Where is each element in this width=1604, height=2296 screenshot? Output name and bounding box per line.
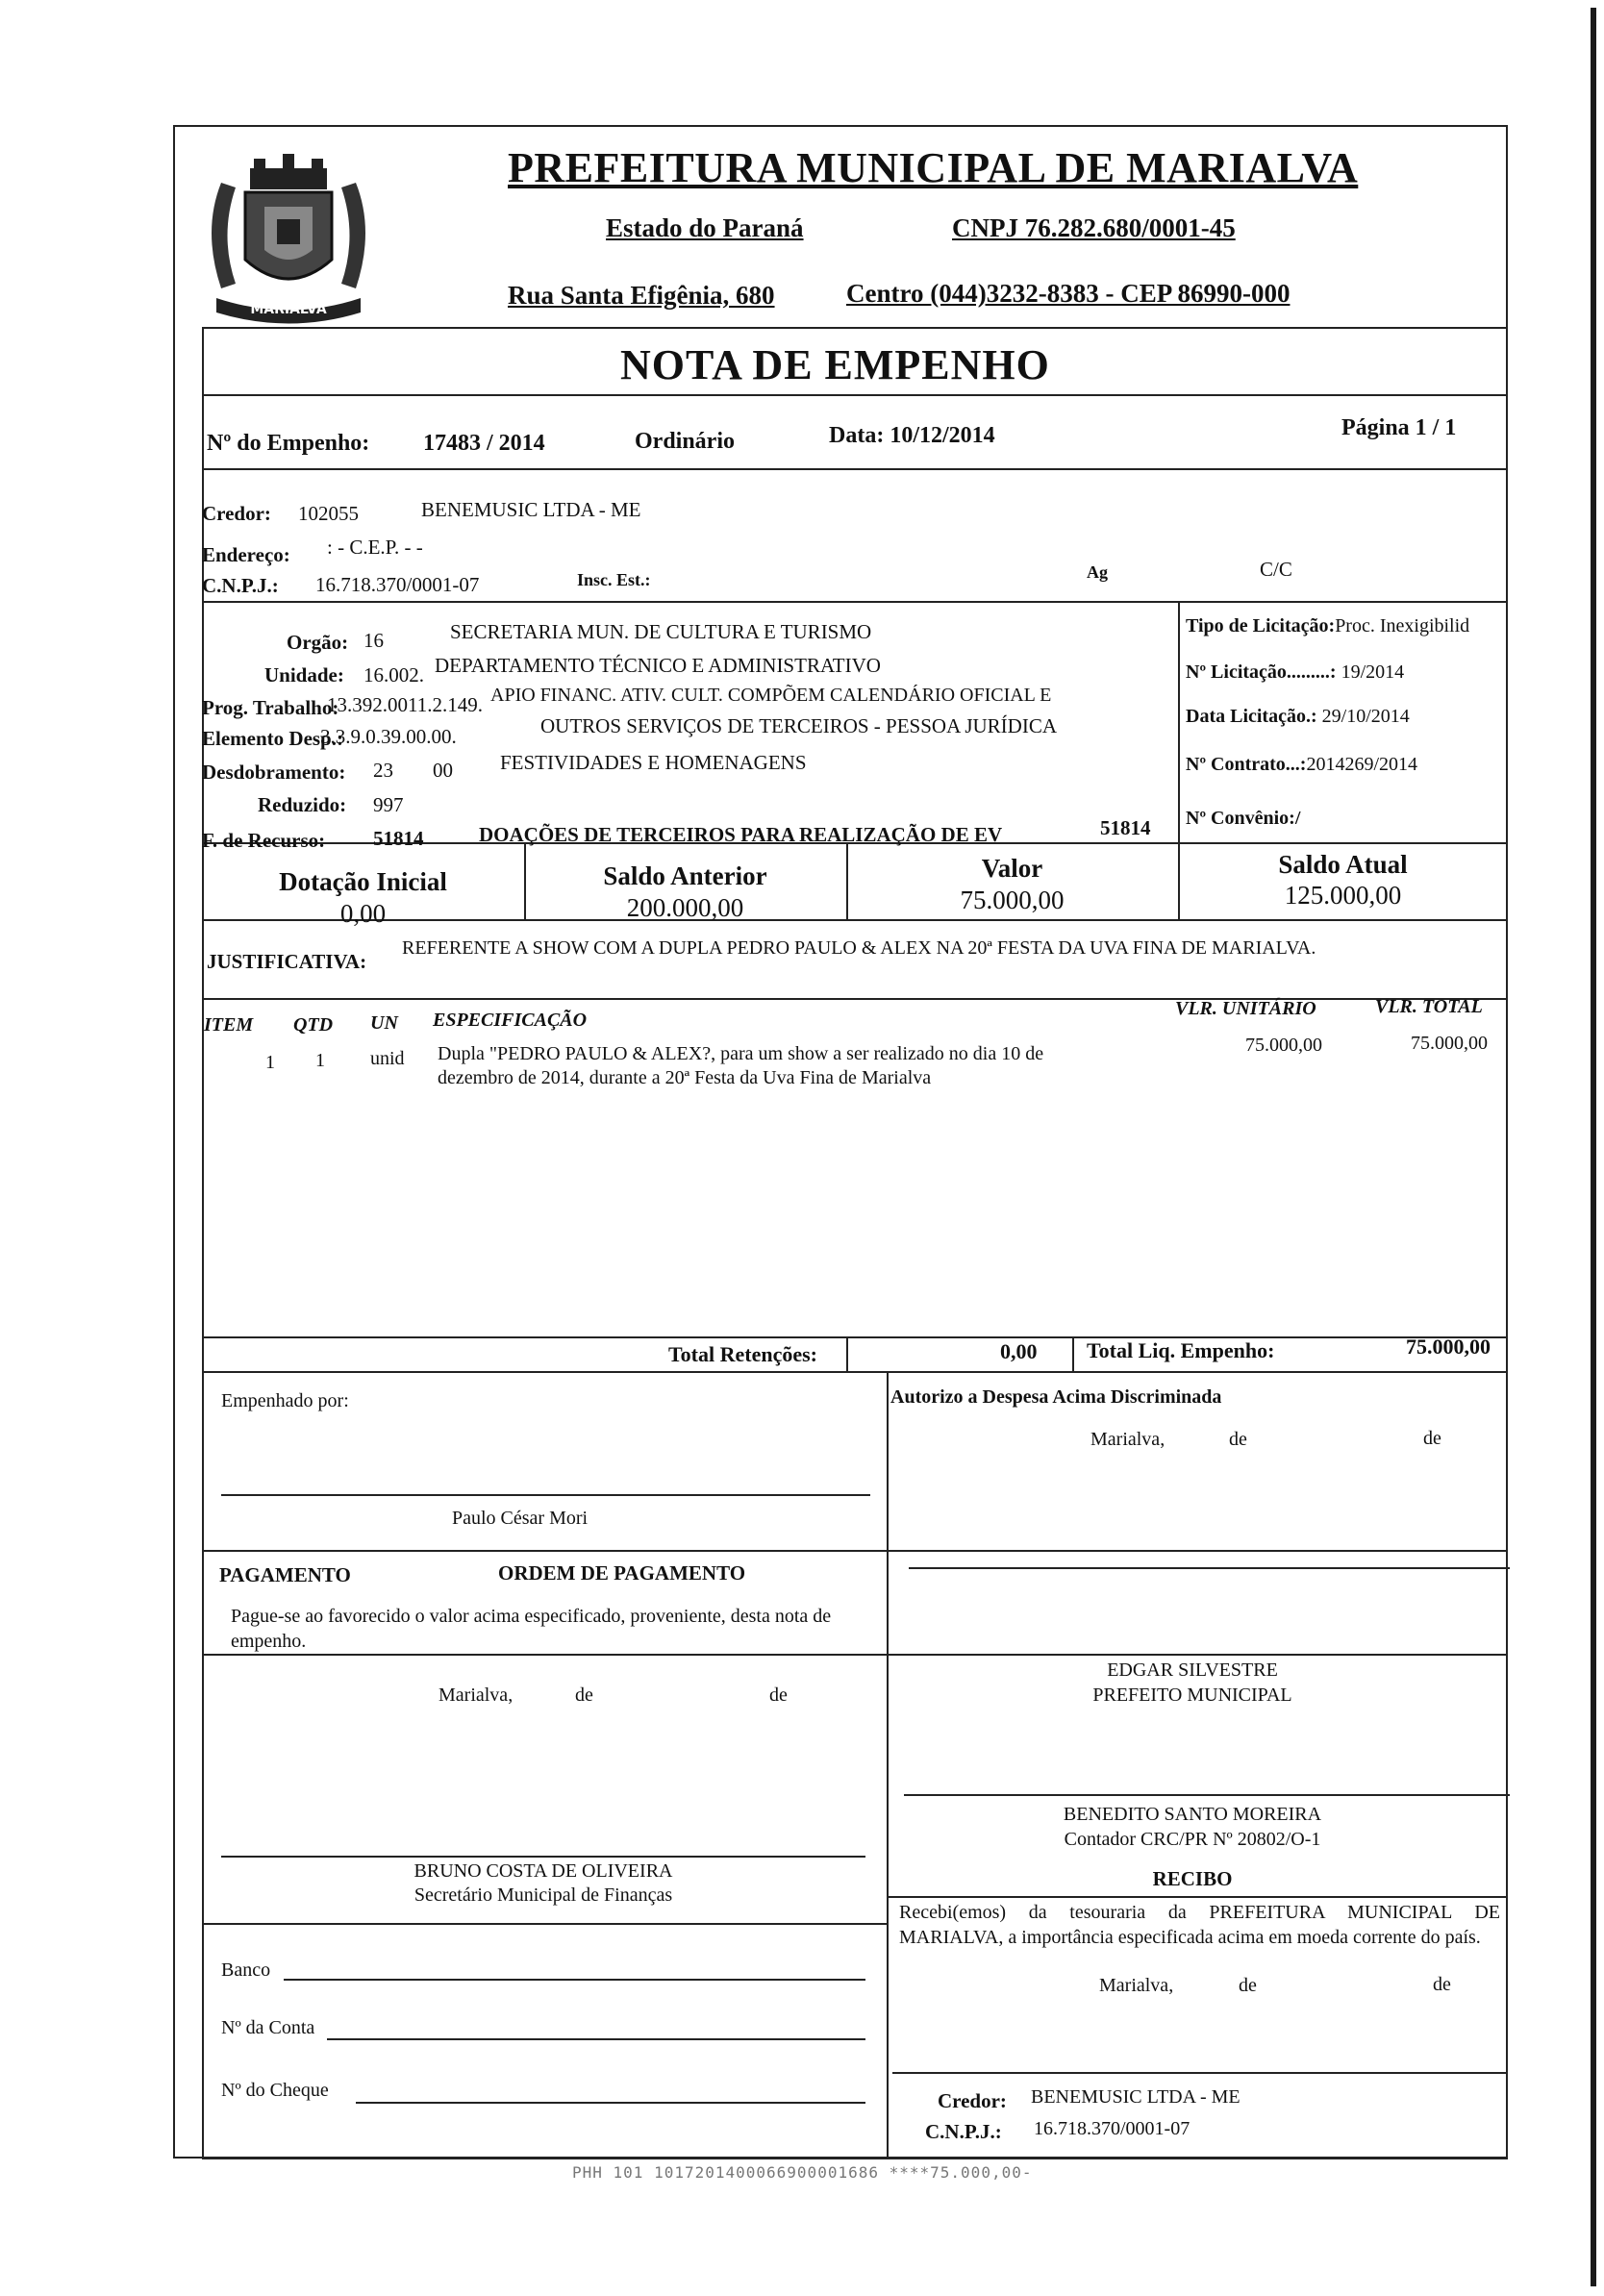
institution-title: PREFEITURA MUNICIPAL DE MARIALVA xyxy=(508,144,1359,191)
recibo-de1: de xyxy=(1239,1975,1257,1996)
pague-text: Pague-se ao favorecido o valor acima especificado, proveniente, desta nota de empenho. xyxy=(231,1606,832,1652)
desdobramento-sub: 00 xyxy=(433,759,453,782)
document-title: NOTA DE EMPENHO xyxy=(620,341,1050,388)
col-qtd: QTD xyxy=(293,1014,334,1036)
elemento-code: 3.3.9.0.39.00.00. xyxy=(320,725,457,748)
recurso-label: F. de Recurso: xyxy=(202,829,326,852)
justificativa-text: REFERENTE A SHOW COM A DUPLA PEDRO PAULO & ALEX NA 20ª FESTA DA UVA FINA DE MARIALVA. xyxy=(402,937,1316,959)
desdobramento-label: Desdobramento: xyxy=(202,761,346,784)
footer-cnpj-value: 16.718.370/0001-07 xyxy=(1034,2118,1190,2139)
ordem-pagamento-label: ORDEM DE PAGAMENTO xyxy=(498,1561,746,1585)
saldo-anterior-value: 200.000,00 xyxy=(626,893,744,922)
empenho-type: Ordinário xyxy=(635,429,736,454)
col-un: UN xyxy=(370,1012,398,1034)
prog-name: APIO FINANC. ATIV. CULT. COMPÕEM CALENDÁRIO OFICIAL E xyxy=(490,685,1052,706)
licitacao-tipo: Tipo de Licitação:Proc. Inexigibilid xyxy=(1186,615,1470,636)
empenho-date: Data: 10/12/2014 xyxy=(829,423,995,448)
empenho-number-label: Nº do Empenho: xyxy=(207,431,370,456)
prog-code: 13.392.0011.2.149. xyxy=(327,693,483,716)
valor-label: Valor xyxy=(981,854,1043,883)
footer-code: PHH 101 1017201400066900001686 ****75.000,00- xyxy=(572,2163,1033,2182)
autorizo-label: Autorizo a Despesa Acima Discriminada xyxy=(890,1386,1222,1408)
item-number: 1 xyxy=(265,1052,275,1073)
saldo-anterior-label: Saldo Anterior xyxy=(603,861,767,890)
institution-address: Rua Santa Efigênia, 680 xyxy=(508,281,775,310)
footer-credor-value: BENEMUSIC LTDA - ME xyxy=(1031,2086,1241,2108)
cheque-label: Nº do Cheque xyxy=(221,2080,329,2101)
col-item: ITEM xyxy=(204,1014,254,1036)
recurso-code: 51814 xyxy=(373,827,424,850)
contador-title: Contador CRC/PR Nº 20802/O-1 xyxy=(1064,1829,1321,1850)
prefeito-name: EDGAR SILVESTRE xyxy=(1107,1660,1278,1681)
cnpj-label: C.N.P.J.: xyxy=(202,574,279,597)
credor-code: 102055 xyxy=(298,502,359,525)
ag-label: Ag xyxy=(1087,562,1108,582)
desdobramento-name: FESTIVIDADES E HOMENAGENS xyxy=(500,751,807,774)
elemento-label: Elemento Desp.: xyxy=(202,727,343,750)
valor-value: 75.000,00 xyxy=(960,886,1065,914)
licitacao-convenio: Nº Convênio:/ xyxy=(1186,808,1301,829)
autorizo-de1: de xyxy=(1229,1429,1247,1450)
footer-credor-label: Credor: xyxy=(938,2089,1007,2112)
licitacao-data: Data Licitação.: 29/10/2014 xyxy=(1186,706,1410,727)
item-qtd: 1 xyxy=(315,1050,325,1071)
page-number: Página 1 / 1 xyxy=(1341,415,1457,440)
institution-contact: Centro (044)3232-8383 - CEP 86990-000 xyxy=(846,279,1291,308)
credor-label: Credor: xyxy=(202,502,271,525)
orgao-label: Orgão: xyxy=(287,631,349,654)
item-unit-price: 75.000,00 xyxy=(1245,1035,1322,1056)
pague-de1: de xyxy=(575,1685,593,1706)
item-unit: unid xyxy=(370,1048,405,1069)
recibo-place: Marialva, xyxy=(1099,1975,1174,1996)
state-name: Estado do Paraná xyxy=(606,213,804,242)
contador-name: BENEDITO SANTO MOREIRA xyxy=(1063,1804,1322,1825)
orgao-name: SECRETARIA MUN. DE CULTURA E TURISMO xyxy=(450,620,872,643)
cnpj-value: 16.718.370/0001-07 xyxy=(315,573,480,596)
address-label: Endereço: xyxy=(202,543,290,566)
empenhado-name: Paulo César Mori xyxy=(452,1508,589,1529)
reduzido-label: Reduzido: xyxy=(258,793,347,816)
dotacao-inicial-value: 0,00 xyxy=(339,899,387,928)
footer-cnpj-label: C.N.P.J.: xyxy=(925,2120,1002,2143)
autorizo-de2: de xyxy=(1423,1428,1441,1449)
col-spec: ESPECIFICAÇÃO xyxy=(433,1010,588,1031)
recibo-de2: de xyxy=(1433,1974,1451,1995)
recurso-name: DOAÇÕES DE TERCEIROS PARA REALIZAÇÃO DE EV xyxy=(479,823,1003,846)
empenho-number: 17483 / 2014 xyxy=(423,431,545,456)
recurso-code-2: 51814 xyxy=(1100,816,1151,839)
svg-text:MARIALVA: MARIALVA xyxy=(250,302,327,317)
unidade-label: Unidade: xyxy=(264,663,344,686)
total-liq-value: 75.000,00 xyxy=(1406,1335,1491,1359)
total-retencoes-label: Total Retenções: xyxy=(668,1342,817,1366)
empenhado-por-label: Empenhado por: xyxy=(221,1390,349,1411)
banco-label: Banco xyxy=(221,1959,271,1981)
prog-label: Prog. Trabalho: xyxy=(202,696,339,719)
institution-cnpj: CNPJ 76.282.680/0001-45 xyxy=(952,213,1236,242)
licitacao-numero: Nº Licitação.........: 19/2014 xyxy=(1186,661,1405,683)
orgao-code: 16 xyxy=(363,629,384,652)
conta-label: Nº da Conta xyxy=(221,2017,315,2038)
dotacao-inicial-label: Dotação Inicial xyxy=(279,867,447,896)
pague-de2: de xyxy=(769,1685,788,1706)
pague-place: Marialva, xyxy=(439,1685,514,1706)
licitacao-contrato: Nº Contrato...:2014269/2014 xyxy=(1186,754,1418,775)
unidade-code: 16.002. xyxy=(363,663,424,686)
item-spec-line1: Dupla "PEDRO PAULO & ALEX?, para um show a ser realizado no dia 10 de xyxy=(438,1043,1044,1064)
desdobramento-code: 23 xyxy=(373,759,393,782)
prefeito-title: PREFEITO MUNICIPAL xyxy=(1092,1685,1292,1706)
reduzido-value: 997 xyxy=(373,793,404,816)
saldo-atual-value: 125.000,00 xyxy=(1284,881,1402,910)
insc-est-label: Insc. Est.: xyxy=(577,570,651,589)
autorizo-place: Marialva, xyxy=(1090,1429,1165,1450)
credor-name: BENEMUSIC LTDA - ME xyxy=(421,498,641,521)
col-unit: VLR. UNITÁRIO xyxy=(1175,998,1316,1019)
item-spec-line2: dezembro de 2014, durante a 20ª Festa da Uva Fina de Marialva xyxy=(438,1067,932,1088)
secretario-title: Secretário Municipal de Finanças xyxy=(414,1884,673,1906)
saldo-atual-label: Saldo Atual xyxy=(1278,850,1408,879)
address-value: : - C.E.P. - - xyxy=(327,536,423,559)
total-retencoes-value: 0,00 xyxy=(1000,1339,1038,1363)
total-liq-label: Total Liq. Empenho: xyxy=(1087,1338,1275,1362)
secretario-name: BRUNO COSTA DE OLIVEIRA xyxy=(414,1860,673,1882)
scan-edge xyxy=(1591,8,1596,2286)
col-total: VLR. TOTAL xyxy=(1375,996,1483,1017)
pagamento-label: PAGAMENTO xyxy=(219,1563,351,1586)
recibo-label: RECIBO xyxy=(1152,1867,1233,1890)
recibo-text: Recebi(emos) da tesouraria da PREFEITURA MUNICIPAL DE MARIALVA, a importância especificada acima em moeda corrente do país. xyxy=(899,1902,1500,1948)
cc-label: C/C xyxy=(1260,558,1292,581)
justificativa-label: JUSTIFICATIVA: xyxy=(207,950,367,973)
unidade-name: DEPARTAMENTO TÉCNICO E ADMINISTRATIVO xyxy=(435,654,881,677)
item-total-price: 75.000,00 xyxy=(1411,1033,1488,1054)
elemento-name: OUTROS SERVIÇOS DE TERCEIROS - PESSOA JURÍDICA xyxy=(540,714,1058,737)
